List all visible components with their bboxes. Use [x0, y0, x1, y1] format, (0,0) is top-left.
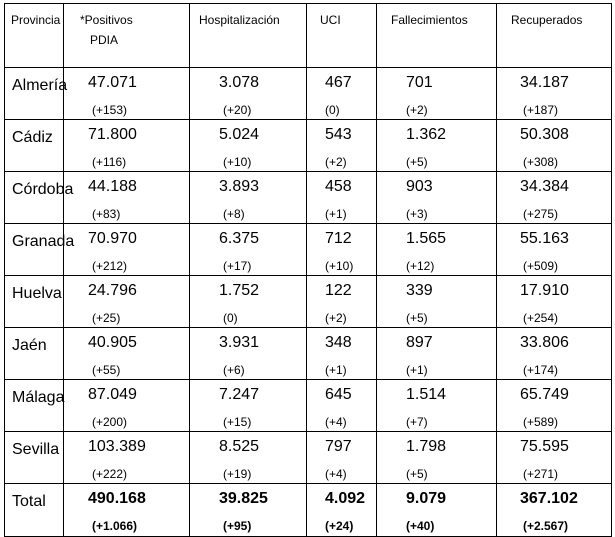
cell-rec-delta: (+275) — [523, 207, 559, 221]
cell-uci-value: 458 — [325, 178, 352, 195]
cell-fall — [377, 68, 497, 120]
cell-provincia: Huelva — [5, 276, 64, 328]
cell-provincia: Sevilla — [5, 432, 64, 484]
cell-rec-delta: (+509) — [523, 259, 559, 273]
cell-hosp — [190, 172, 307, 224]
cell-fall-value: 339 — [406, 282, 433, 299]
cell-fall-value: 701 — [406, 74, 433, 91]
cell-uci-delta: (+4) — [325, 467, 347, 481]
cell-provincia: Córdoba — [5, 172, 64, 224]
cell-uci — [307, 68, 377, 120]
cell-positivos — [64, 484, 190, 537]
cell-uci-delta: (+2) — [325, 155, 347, 169]
cell-rec-delta: (+187) — [523, 103, 559, 117]
cell-rec-value: 75.595 — [520, 438, 569, 455]
table-row — [5, 224, 612, 276]
cell-rec — [497, 120, 612, 172]
cell-rec-value: 33.806 — [520, 334, 569, 351]
cell-positivos — [64, 432, 190, 484]
cell-positivos-delta: (+200) — [92, 415, 128, 429]
cell-hosp — [190, 484, 307, 537]
cell-fall-delta: (+12) — [406, 259, 435, 273]
cell-positivos — [64, 224, 190, 276]
cell-rec-delta: (+308) — [523, 155, 559, 169]
cell-fall — [377, 172, 497, 224]
cell-positivos-delta: (+212) — [92, 259, 128, 273]
cell-fall-delta: (+3) — [406, 207, 428, 221]
cell-rec — [497, 68, 612, 120]
table-row — [5, 120, 612, 172]
table-row — [5, 276, 612, 328]
cell-uci-delta: (+24) — [325, 519, 354, 533]
cell-rec-value: 50.308 — [520, 126, 569, 143]
header-uci — [307, 4, 377, 68]
covid-data-table — [4, 3, 612, 537]
cell-rec-delta: (+174) — [523, 363, 559, 377]
cell-hosp-value: 6.375 — [219, 230, 260, 247]
header-fallecimientos — [377, 4, 497, 68]
cell-provincia: Málaga — [5, 380, 64, 432]
cell-uci — [307, 432, 377, 484]
cell-positivos-value: 40.905 — [88, 334, 137, 351]
cell-fall-value: 1.798 — [406, 438, 447, 455]
cell-hosp-delta: (+19) — [223, 467, 252, 481]
cell-rec-value: 55.163 — [520, 230, 569, 247]
cell-hosp-value: 8.525 — [219, 438, 260, 455]
cell-hosp-value: 39.825 — [219, 490, 268, 507]
header-recuperados-label: Recuperados — [511, 13, 583, 27]
cell-provincia: Granada — [5, 224, 64, 276]
header-hospitalizacion — [190, 4, 307, 68]
cell-uci-value: 467 — [325, 74, 352, 91]
cell-hosp — [190, 68, 307, 120]
table-row — [5, 68, 612, 120]
cell-rec-value: 367.102 — [520, 490, 578, 507]
cell-positivos — [64, 172, 190, 224]
cell-rec — [497, 484, 612, 537]
table-total-row — [5, 484, 612, 537]
cell-fall-value: 1.565 — [406, 230, 447, 247]
cell-hosp-value: 3.893 — [219, 178, 260, 195]
cell-fall-value: 903 — [406, 178, 433, 195]
cell-hosp-value: 7.247 — [219, 386, 260, 403]
header-fallecimientos-label: Fallecimientos — [391, 13, 468, 27]
cell-rec — [497, 172, 612, 224]
cell-positivos-value: 103.389 — [88, 438, 146, 455]
cell-hosp — [190, 224, 307, 276]
cell-uci-value: 543 — [325, 126, 352, 143]
cell-hosp — [190, 380, 307, 432]
table-row — [5, 328, 612, 380]
cell-fall — [377, 120, 497, 172]
cell-uci-delta: (+1) — [325, 363, 347, 377]
cell-positivos-value: 490.168 — [88, 490, 146, 507]
cell-rec — [497, 380, 612, 432]
cell-uci-value: 645 — [325, 386, 352, 403]
cell-positivos-value: 70.970 — [88, 230, 137, 247]
cell-hosp-value: 5.024 — [219, 126, 260, 143]
cell-positivos-delta: (+222) — [92, 467, 128, 481]
cell-hosp-delta: (+20) — [223, 103, 252, 117]
header-positivos-label-line2: PDIA — [90, 33, 119, 47]
cell-fall-value: 1.514 — [406, 386, 447, 403]
cell-uci — [307, 276, 377, 328]
cell-fall — [377, 328, 497, 380]
cell-uci-value: 712 — [325, 230, 352, 247]
cell-positivos-value: 24.796 — [88, 282, 137, 299]
cell-rec — [497, 328, 612, 380]
table-row — [5, 432, 612, 484]
table-row — [5, 380, 612, 432]
cell-uci-value: 4.092 — [325, 490, 366, 507]
cell-positivos-delta: (+116) — [92, 155, 127, 169]
cell-fall-value: 9.079 — [406, 490, 447, 507]
cell-positivos-delta: (+1.066) — [92, 519, 138, 533]
cell-hosp-delta: (+10) — [223, 155, 252, 169]
cell-fall — [377, 224, 497, 276]
cell-positivos-value: 87.049 — [88, 386, 137, 403]
cell-uci — [307, 120, 377, 172]
cell-uci-value: 348 — [325, 334, 352, 351]
cell-uci-delta: (0) — [325, 103, 340, 117]
cell-fall-delta: (+5) — [406, 311, 428, 325]
cell-fall-value: 1.362 — [406, 126, 447, 143]
cell-positivos — [64, 380, 190, 432]
cell-fall-value: 897 — [406, 334, 433, 351]
cell-fall-delta: (+7) — [406, 415, 428, 429]
cell-fall-delta: (+2) — [406, 103, 428, 117]
cell-hosp-value: 3.078 — [219, 74, 260, 91]
cell-hosp — [190, 120, 307, 172]
header-provincia-label: Provincia — [11, 13, 61, 27]
cell-rec-delta: (+271) — [523, 467, 559, 481]
cell-uci — [307, 380, 377, 432]
cell-fall-delta: (+5) — [406, 467, 428, 481]
cell-hosp-delta: (0) — [223, 311, 238, 325]
cell-positivos-delta: (+83) — [92, 207, 121, 221]
table-header-row — [5, 4, 612, 68]
cell-uci — [307, 484, 377, 537]
header-uci-label: UCI — [320, 13, 341, 27]
cell-positivos — [64, 68, 190, 120]
cell-uci — [307, 224, 377, 276]
cell-provincia: Almería — [5, 68, 64, 120]
cell-hosp-value: 3.931 — [219, 334, 260, 351]
cell-uci-delta: (+2) — [325, 311, 347, 325]
cell-rec-value: 17.910 — [520, 282, 569, 299]
cell-positivos — [64, 276, 190, 328]
cell-positivos — [64, 120, 190, 172]
cell-uci-value: 797 — [325, 438, 352, 455]
header-positivos-label-line1: *Positivos — [80, 13, 133, 27]
cell-provincia: Total — [5, 484, 64, 537]
cell-uci-value: 122 — [325, 282, 352, 299]
cell-rec — [497, 224, 612, 276]
cell-rec — [497, 432, 612, 484]
cell-uci-delta: (+1) — [325, 207, 347, 221]
cell-rec-delta: (+2.567) — [523, 519, 569, 533]
cell-rec-value: 34.187 — [520, 74, 569, 91]
cell-positivos-value: 47.071 — [88, 74, 137, 91]
cell-hosp — [190, 276, 307, 328]
cell-fall — [377, 432, 497, 484]
cell-positivos-value: 71.800 — [88, 126, 137, 143]
cell-provincia: Cádiz — [5, 120, 64, 172]
cell-uci-delta: (+4) — [325, 415, 347, 429]
cell-rec-value: 34.384 — [520, 178, 569, 195]
cell-fall-delta: (+40) — [406, 519, 435, 533]
cell-provincia: Jaén — [5, 328, 64, 380]
cell-rec — [497, 276, 612, 328]
cell-positivos — [64, 328, 190, 380]
cell-hosp — [190, 432, 307, 484]
cell-uci — [307, 328, 377, 380]
table-row — [5, 172, 612, 224]
cell-hosp-delta: (+6) — [223, 363, 245, 377]
cell-hosp-delta: (+95) — [223, 519, 252, 533]
cell-fall — [377, 484, 497, 537]
cell-rec-delta: (+589) — [523, 415, 559, 429]
header-hospitalizacion-label: Hospitalización — [199, 13, 280, 27]
cell-positivos-value: 44.188 — [88, 178, 137, 195]
cell-uci-delta: (+10) — [325, 259, 354, 273]
cell-fall — [377, 380, 497, 432]
cell-hosp-delta: (+8) — [223, 207, 245, 221]
header-provincia — [5, 4, 64, 68]
cell-positivos-delta: (+55) — [92, 363, 121, 377]
cell-fall-delta: (+5) — [406, 155, 428, 169]
cell-hosp-delta: (+15) — [223, 415, 252, 429]
cell-hosp — [190, 328, 307, 380]
cell-rec-value: 65.749 — [520, 386, 569, 403]
cell-positivos-delta: (+153) — [92, 103, 128, 117]
header-recuperados — [497, 4, 612, 68]
cell-hosp-delta: (+17) — [223, 259, 252, 273]
header-positivos — [64, 4, 190, 68]
cell-uci — [307, 172, 377, 224]
cell-positivos-delta: (+25) — [92, 311, 121, 325]
cell-fall — [377, 276, 497, 328]
cell-fall-delta: (+1) — [406, 363, 428, 377]
cell-rec-delta: (+254) — [523, 311, 559, 325]
cell-hosp-value: 1.752 — [219, 282, 260, 299]
